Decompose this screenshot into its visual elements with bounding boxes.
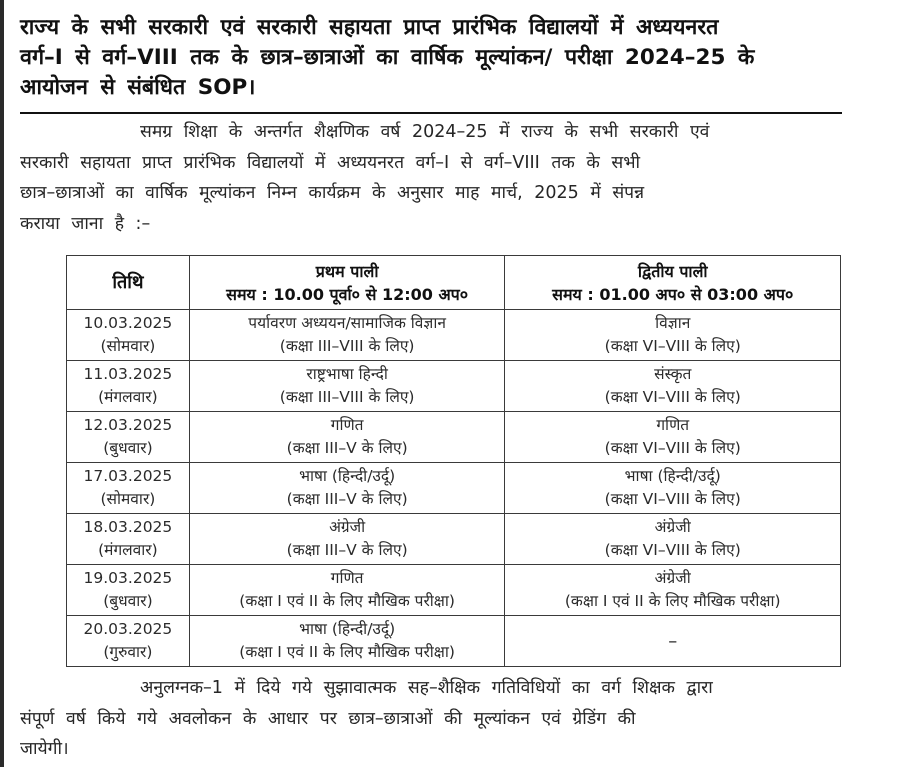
first-shift-cell <box>189 310 505 361</box>
first-subject: अंग्रेजी <box>329 518 366 536</box>
header-second-shift <box>505 256 841 310</box>
first-class: (कक्षा I एवं II के लिए मौखिक परीक्षा) <box>239 643 455 661</box>
date-cell <box>67 514 190 565</box>
row-day: (गुरुवार) <box>103 643 153 661</box>
first-shift-time: समय : 10.00 पूर्वा० से 12:00 अप० <box>226 284 469 304</box>
date-cell <box>67 310 190 361</box>
first-class: (कक्षा III–VIII के लिए) <box>279 388 415 406</box>
second-shift-cell <box>505 463 841 514</box>
heading-line-2: वर्ग–I से वर्ग–VIII तक के छात्र–छात्राओं का वार्षिक मूल्यांकन/ परीक्षा 2024–25 के <box>20 45 755 70</box>
second-shift-cell <box>505 514 841 565</box>
first-class: (कक्षा III–V के लिए) <box>286 541 408 559</box>
first-class: (कक्षा III–VIII के लिए) <box>279 337 415 355</box>
second-shift-cell <box>505 412 841 463</box>
first-shift-cell <box>189 361 505 412</box>
row-date: 17.03.2025 <box>83 467 173 485</box>
no-exam-dash: – <box>668 630 678 652</box>
row-date: 11.03.2025 <box>83 365 173 383</box>
first-shift-cell <box>189 463 505 514</box>
row-day: (सोमवार) <box>100 490 156 508</box>
table-row <box>67 361 841 412</box>
row-date: 18.03.2025 <box>83 518 173 536</box>
second-class: (कक्षा VI–VIII के लिए) <box>604 541 741 559</box>
row-day: (बुधवार) <box>103 439 153 457</box>
header-first-shift <box>189 256 505 310</box>
intro-line-4: कराया जाना है :– <box>20 213 151 234</box>
second-class: (कक्षा VI–VIII के लिए) <box>604 388 741 406</box>
date-cell <box>67 565 190 616</box>
row-date: 10.03.2025 <box>83 314 173 332</box>
intro-paragraph <box>20 117 842 239</box>
date-cell <box>67 361 190 412</box>
second-shift-cell <box>505 361 841 412</box>
second-shift-time: समय : 01.00 अप० से 03:00 अप० <box>552 284 794 304</box>
row-day: (बुधवार) <box>103 592 153 610</box>
heading-line-3: आयोजन से संबंधित SOP। <box>20 75 256 100</box>
intro-line-1: समग्र शिक्षा के अन्तर्गत शैक्षणिक वर्ष 2024–25 में राज्य के सभी सरकारी एवं <box>140 122 710 142</box>
first-class: (कक्षा III–V के लिए) <box>286 439 408 457</box>
first-subject: पर्यावरण अध्ययन/सामाजिक विज्ञान <box>248 314 446 332</box>
first-subject: राष्ट्रभाषा हिन्दी <box>306 365 388 383</box>
date-cell <box>67 412 190 463</box>
intro-line-2: सरकारी सहायता प्राप्त प्रारंभिक विद्यालयों में अध्ययनरत वर्ग–I से वर्ग–VIII तक के सभी <box>20 152 641 173</box>
second-subject: अंग्रेजी <box>654 518 691 536</box>
first-shift-cell <box>189 514 505 565</box>
second-subject: अंग्रेजी <box>654 569 691 587</box>
second-class: (कक्षा VI–VIII के लिए) <box>604 439 741 457</box>
second-class: (कक्षा I एवं II के लिए मौखिक परीक्षा) <box>564 592 781 610</box>
header-date: तिथि <box>67 256 190 310</box>
row-date: 20.03.2025 <box>83 620 173 638</box>
outro-line-3: जायेगी। <box>20 739 69 759</box>
second-shift-cell <box>505 310 841 361</box>
second-subject: गणित <box>656 416 690 434</box>
date-cell <box>67 463 190 514</box>
row-day: (मंगलवार) <box>98 388 158 406</box>
table-row <box>67 412 841 463</box>
second-class: (कक्षा VI–VIII के लिए) <box>604 337 741 355</box>
first-shift-cell <box>189 565 505 616</box>
document-heading <box>20 0 842 103</box>
table-row <box>67 616 841 667</box>
intro-line-3: छात्र–छात्राओं का वार्षिक मूल्यांकन निम्न कार्यक्रम के अनुसार माह मार्च, 2025 में संपन्न <box>20 183 645 203</box>
outro-line-2: संपूर्ण वर्ष किये गये अवलोकन के आधार पर छात्र–छात्राओं की मूल्यांकन एवं ग्रेडिंग की <box>20 708 636 729</box>
heading-line-1: राज्य के सभी सरकारी एवं सरकारी सहायता प्राप्त प्रारंभिक विद्यालयों में अध्ययनरत <box>20 15 719 40</box>
first-subject: गणित <box>330 569 364 587</box>
row-date: 19.03.2025 <box>83 569 173 587</box>
row-day: (मंगलवार) <box>98 541 158 559</box>
second-subject: संस्कृत <box>654 365 692 383</box>
table-row <box>67 514 841 565</box>
table-row <box>67 565 841 616</box>
outro-paragraph <box>20 673 713 765</box>
second-shift-cell <box>505 616 841 667</box>
second-subject: विज्ञान <box>655 314 691 332</box>
second-class: (कक्षा VI–VIII के लिए) <box>604 490 741 508</box>
table-header-row <box>67 256 841 310</box>
table-row <box>67 310 841 361</box>
row-day: (सोमवार) <box>100 337 156 355</box>
second-shift-cell <box>505 565 841 616</box>
row-date: 12.03.2025 <box>83 416 173 434</box>
first-class: (कक्षा III–V के लिए) <box>286 490 408 508</box>
first-subject: भाषा (हिन्दी/उर्दू) <box>299 467 396 485</box>
first-subject: भाषा (हिन्दी/उर्दू) <box>299 620 396 638</box>
second-shift-title: द्वितीय पाली <box>637 261 708 281</box>
second-subject: भाषा (हिन्दी/उर्दू) <box>624 467 721 485</box>
first-shift-title: प्रथम पाली <box>315 261 379 281</box>
first-shift-cell <box>189 616 505 667</box>
heading-underline <box>20 112 842 114</box>
page-left-border <box>0 0 4 767</box>
date-cell <box>67 616 190 667</box>
first-class: (कक्षा I एवं II के लिए मौखिक परीक्षा) <box>239 592 455 610</box>
document-page <box>20 0 842 759</box>
outro-line-1: अनुलग्नक–1 में दिये गये सुझावात्मक सह–शैक्षिक गतिविधियों का वर्ग शिक्षक द्वारा <box>140 678 713 698</box>
exam-schedule-table <box>66 255 841 667</box>
table-row <box>67 463 841 514</box>
first-subject: गणित <box>330 416 364 434</box>
first-shift-cell <box>189 412 505 463</box>
